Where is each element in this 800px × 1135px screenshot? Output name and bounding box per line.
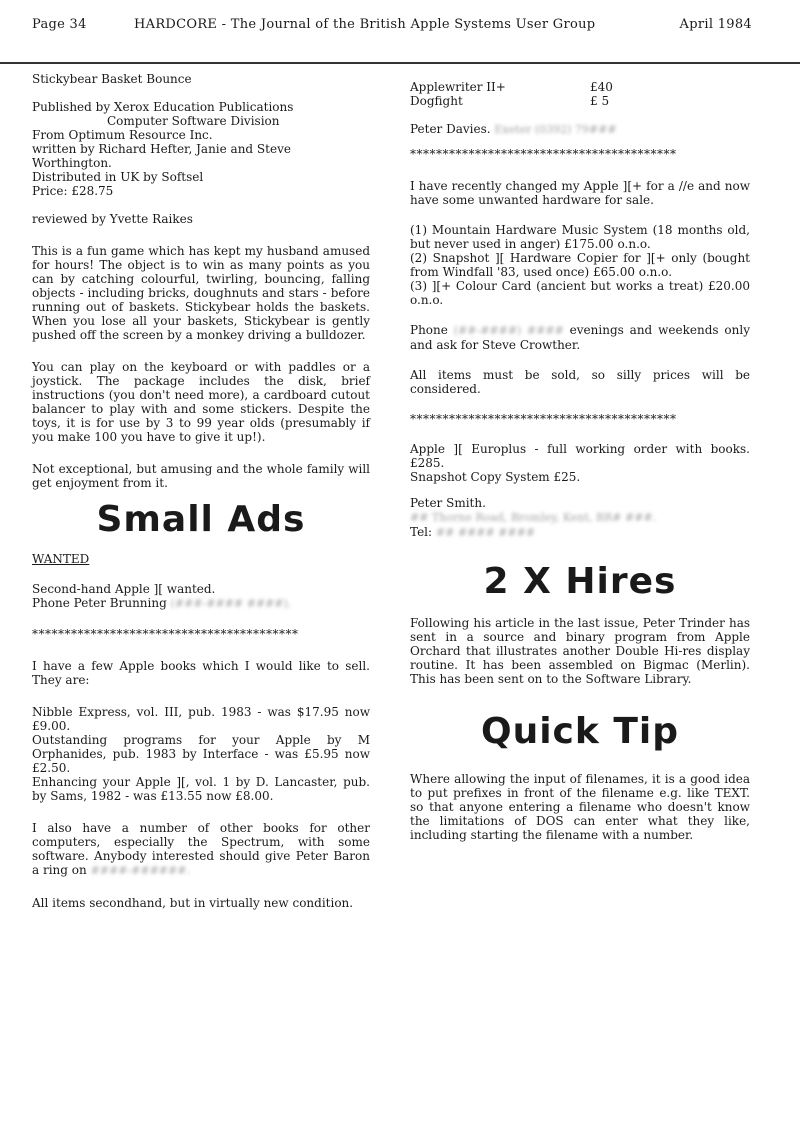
tel-label: Tel: [410,525,433,539]
page-header [32,18,752,38]
hardware-item: (3) ][+ Colour Card (ancient but works a treat) £20.00 o.n.o. [410,279,750,307]
ad-contact [32,596,370,611]
other-books [32,821,370,878]
review-origin: From Optimum Resource Inc. [32,128,213,142]
sale-item: Snapshot Copy System £25. [410,470,581,484]
right-column [410,80,750,856]
small-ads-heading: Small Ads [96,499,306,540]
ad-contact-text: Phone Peter Brunning [32,596,167,610]
redacted-address: ## Thorne Road, Bromley, Kent, BR# ###. [410,511,657,524]
other-books-text: I also have a number of other books for other computers, especially the Spectrum, with some software. Anybody interested should give Peter Baron a ring on [32,821,370,877]
review-price: Price: £28.75 [32,184,114,198]
redacted-phone: ## #### #### [435,526,536,539]
redacted-contact: Exeter (0392) 79### [494,123,617,136]
review-publisher-division: Computer Software Division [107,114,280,128]
redacted-phone: (###-#### ####). [170,597,292,610]
review-credits [32,100,370,198]
price-row [410,80,750,94]
price-item: Applewriter II+ [410,80,506,94]
wanted-label: WANTED [32,552,90,566]
seller-tel [410,525,750,540]
sale-note: All items must be sold, so silly prices will be considered. [410,368,750,396]
hires-heading: 2 X Hires [483,561,677,602]
quick-tip-body: Where allowing the input of filenames, it is a good idea to put prefixes in front of the filename e.g. like TEXT. so that anyone entering a filename who doesn't know the limitations of DOS can enter what they like, including starting the filename with a number. [410,772,750,842]
review-publisher: Published by Xerox Education Publications [32,100,294,114]
books-intro: I have a few Apple books which I would like to sell. They are: [32,659,370,687]
condition-note: All items secondhand, but in virtually new condition. [32,896,354,910]
journal-title: HARDCORE - The Journal of the British Apple Systems User Group [134,17,596,32]
header-rule [0,62,800,64]
hires-body: Following his article in the last issue, Peter Trinder has sent in a source and binary program from Apple Orchard that illustrates another Double Hi-res display routine. It has been assembled on Bigmac (Merlin). This has been sent on to the Software Library. [410,616,750,686]
book-item: Enhancing your Apple ][, vol. 1 by D. Lancaster, pub. by Sams, 1982 - was £13.55 now £8.00. [32,775,370,803]
seller-name: Peter Davies. [410,122,491,136]
phone-contact [410,323,750,352]
hardware-item: (1) Mountain Hardware Music System (18 months old, but never used in anger) £175.00 o.n.o. [410,223,750,251]
issue-date: April 1984 [679,17,752,32]
stars-divider: ***************************************** [32,627,299,641]
book-item: Nibble Express, vol. III, pub. 1983 - was $17.95 now £9.00. [32,705,370,733]
review-paragraph: You can play on the keyboard or with paddles or a joystick. The package includes the disk, brief instructions (you don't need more), a cardboard cutout balancer to play with and some stickers. Despite the toys, it is for use by 3 to 99 year olds (presumably if you make 100 you have to give it up!). [32,360,370,444]
sale-item: Apple ][ Europlus - full working order with books. £285. [410,442,750,470]
stars-divider: ***************************************** [410,412,677,426]
review-paragraph: Not exceptional, but amusing and the whole family will get enjoyment from it. [32,462,370,490]
phone-prefix: Phone [410,323,448,337]
price-amount: £ 5 [590,94,610,108]
hardware-item: (2) Snapshot ][ Hardware Copier for ][+ only (bought from Windfall '83, used once) £65.00 o.n.o. [410,251,750,279]
left-column [32,72,370,924]
review-title: Stickybear Basket Bounce [32,72,192,86]
review-authors-cont: Worthington. [32,156,112,170]
price-item: Dogfight [410,94,463,108]
seller-address [410,510,750,525]
seller-name: Peter Smith. [410,496,486,510]
redacted-phone: ####-######. [90,864,190,877]
page-number: Page 34 [32,17,87,32]
review-paragraph: This is a fun game which has kept my husband amused for hours! The object is to win as many points as you can by catching colourful, twirling, bouncing, falling objects - including bricks, doughnuts and stars - before running out of baskets. Stickybear holds the baskets. When you lose all your baskets, Stickybear is gently pushed off the screen by a monkey driving a bulldozer. [32,244,370,342]
redacted-phone: (##-####) #### [453,324,564,337]
price-row [410,94,750,108]
reviewer: reviewed by Yvette Raikes [32,212,193,226]
stars-divider: ***************************************** [410,147,677,161]
book-item: Outstanding programs for your Apple by M Orphanides, pub. 1983 by Interface - was £5.95 now £2.50. [32,733,370,775]
review-authors: written by Richard Hefter, Janie and Steve [32,142,291,156]
price-amount: £40 [590,80,613,94]
phone-suffix: evenings and weekends only and ask for Steve Crowther. [410,323,750,352]
hardware-intro: I have recently changed my Apple ][+ for a //e and now have some unwanted hardware for sale. [410,179,750,207]
seller-line [410,122,750,137]
review-distributor: Distributed in UK by Softsel [32,170,204,184]
ad-text: Second-hand Apple ][ wanted. [32,582,216,596]
quick-tip-heading: Quick Tip [480,711,680,752]
